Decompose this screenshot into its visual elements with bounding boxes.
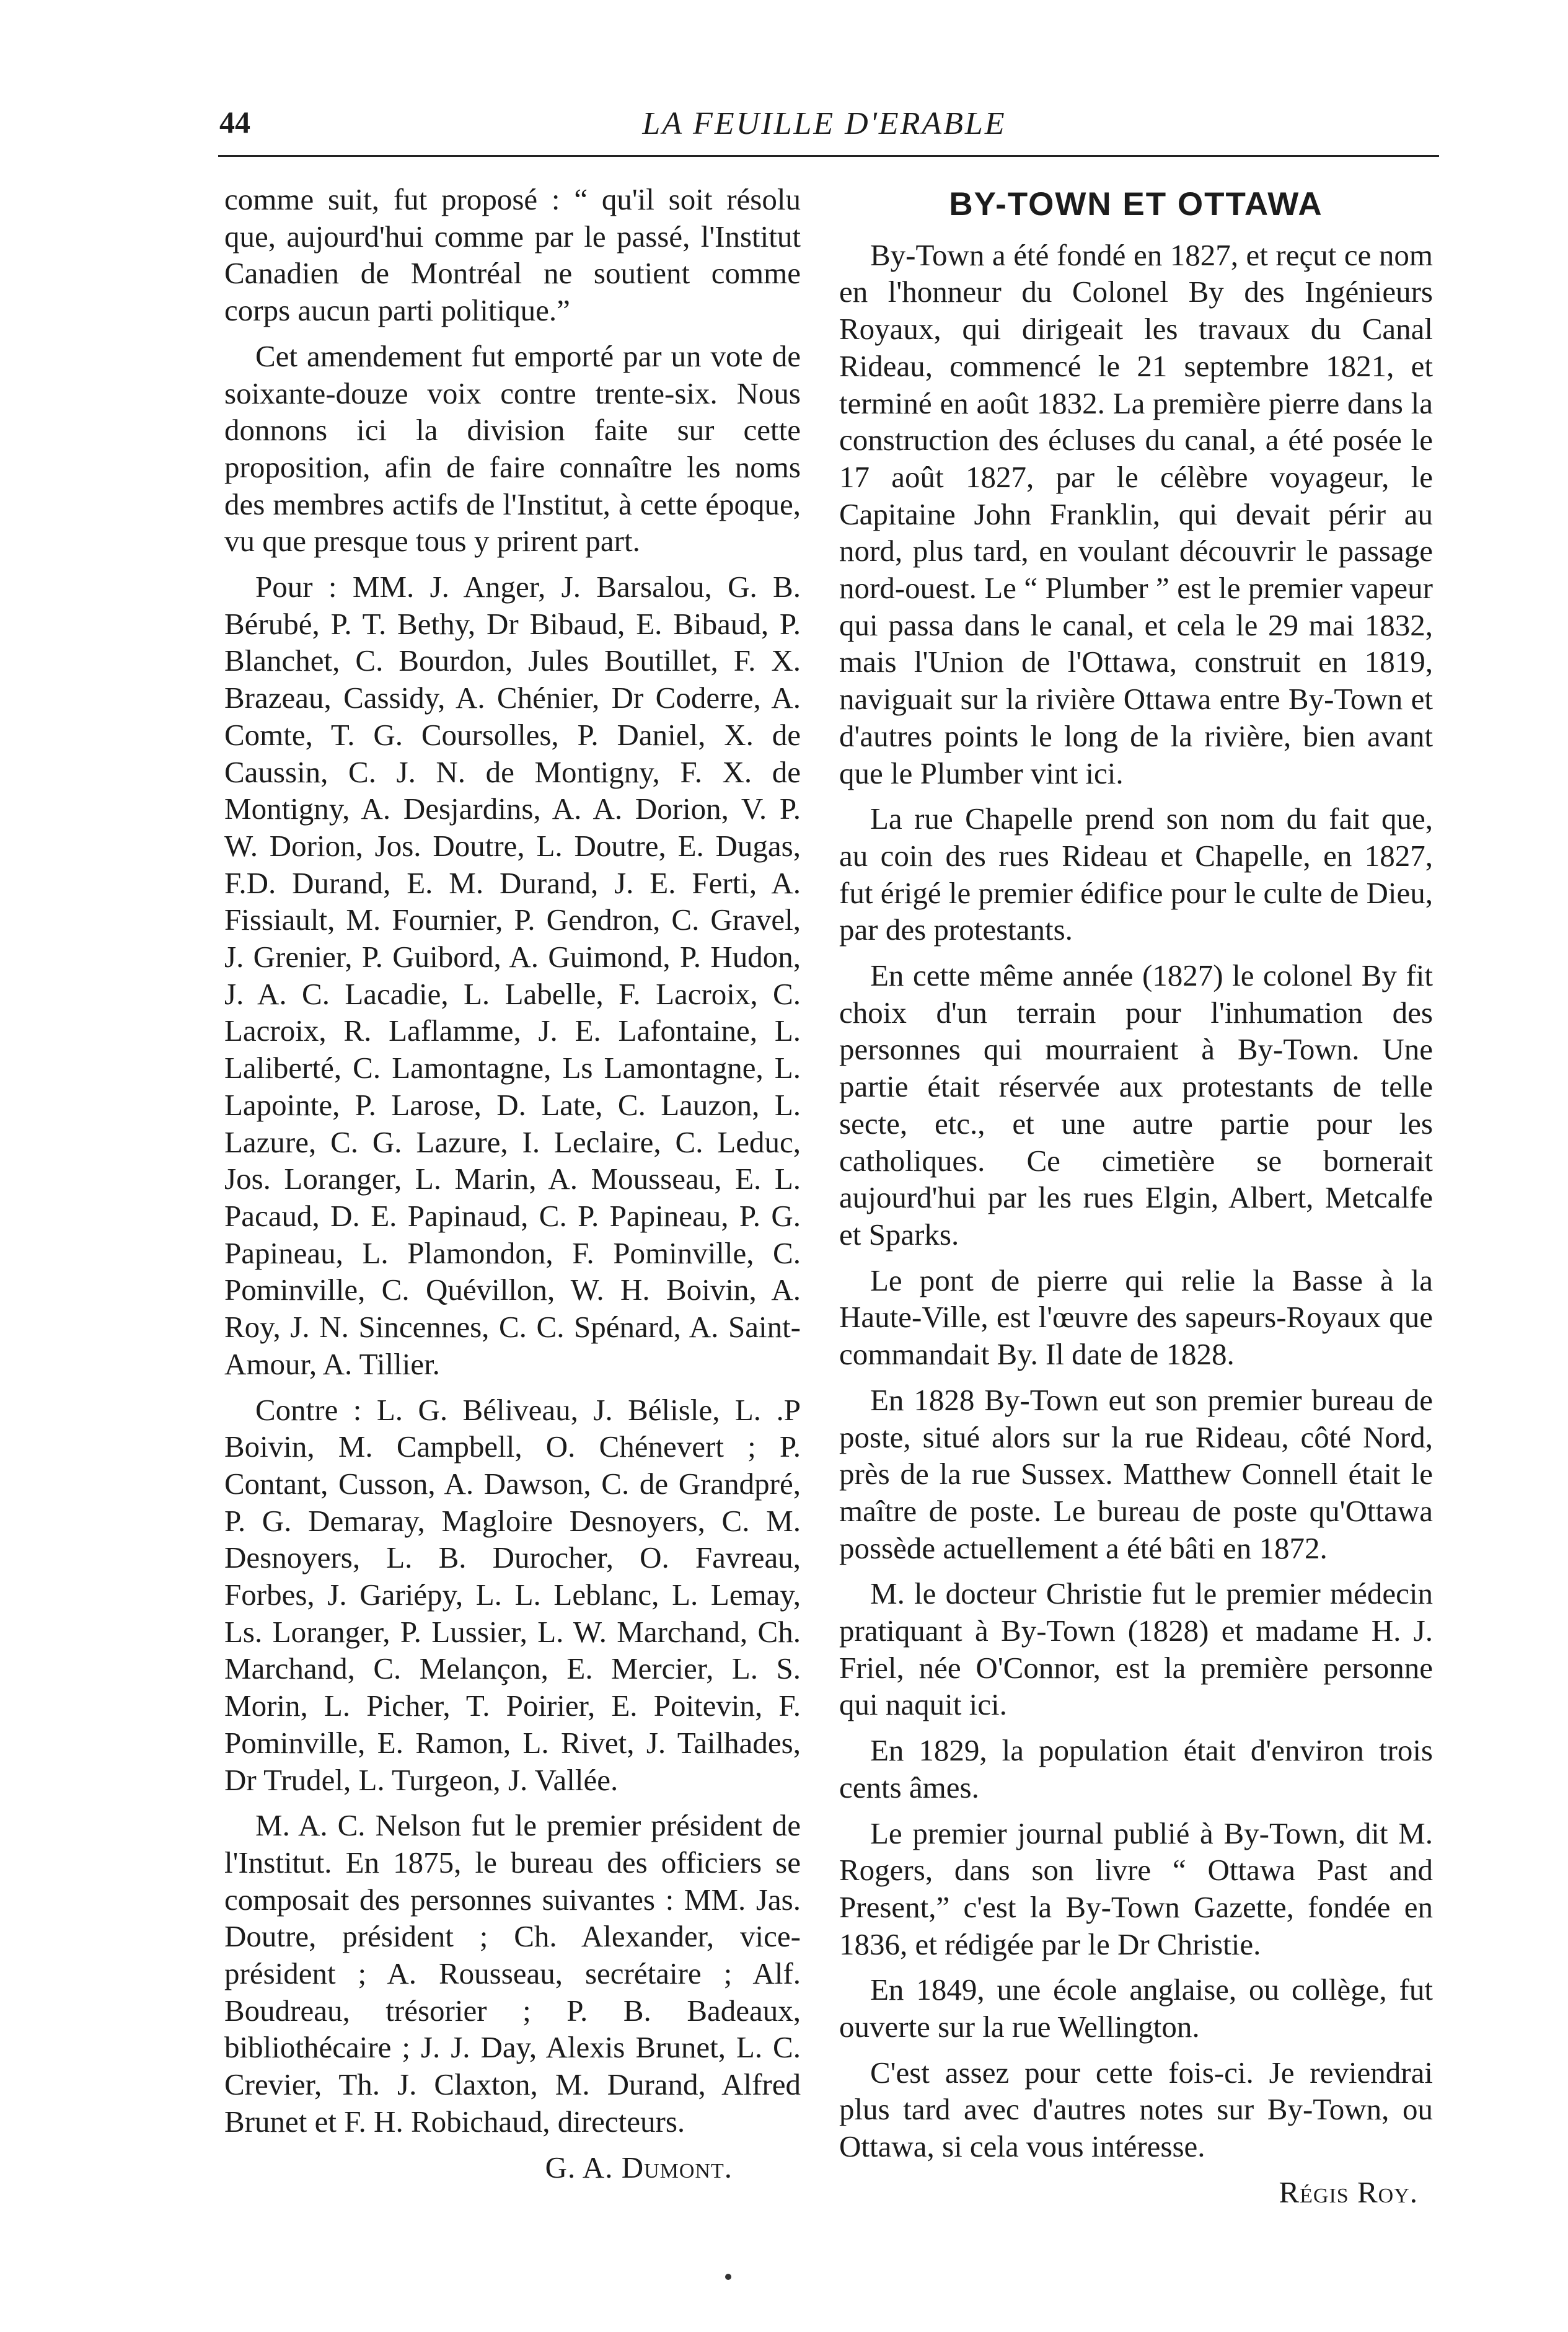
right-paragraph-3: En cette même année (1827) le colonel By fit choix d'un terrain pour l'inhumation des personnes qui mourraient à By-Town. Une partie était réservée aux protestants de telle secte, etc., et une autre partie pour les catholiques. Ce cimetière se bornerait aujourd'hui par les rues Elgin, Albert, Metcalfe et Sparks. bbox=[839, 958, 1433, 1252]
footer-dot bbox=[725, 2274, 731, 2280]
left-paragraph-1: comme suit, fut proposé : “ qu'il soit résolu que, aujourd'hui comme par le passé, l'Institut Canadien de Montréal ne soutient comme corps aucun parti politique.” bbox=[224, 182, 801, 328]
right-paragraph-8: Le premier journal publié à By-Town, dit M. Rogers, dans son livre “ Ottawa Past and Present,” c'est la By-Town Gazette, fondée en 1836, et rédigée par le Dr Christie. bbox=[839, 1816, 1433, 1961]
article-heading: BY-TOWN ET OTTAWA bbox=[949, 186, 1323, 223]
right-paragraph-4: Le pont de pierre qui relie la Basse à la Haute-Ville, est l'œuvre des sapeurs-Royaux que commandait By. Il date de 1828. bbox=[839, 1263, 1433, 1372]
running-title: LA FEUILLE D'ERABLE bbox=[642, 106, 1006, 141]
left-paragraph-pour: Pour : MM. J. Anger, J. Barsalou, G. B. Bérubé, P. T. Bethy, Dr Bibaud, E. Bibaud, P. Blanchet, C. Bourdon, Jules Boutillet, F. X. Brazeau, Cassidy, A. Chénier, Dr Coderre, A. Comte, T. G. Coursolles, P. Daniel, X. de Caussin, C. J. N. de Montigny, F. X. de Montigny, A. Desjardins, A. A. Dorion, V. P. W. Dorion, Jos. Doutre, L. Doutre, E. Dugas, F.D. Durand, E. M. Durand, J. E. Ferti, A. Fissiault, M. Fournier, P. Gendron, C. Gravel, J. Grenier, P. Guibord, A. Guimond, P. Hudon, J. A. C. Lacadie, L. Labelle, F. Lacroix, C. Lacroix, R. Laflamme, J. E. Lafontaine, L. Laliberté, C. Lamontagne, Ls Lamontagne, L. Lapointe, P. Larose, D. Late, C. Lauzon, L. Lazure, C. G. Lazure, I. Leclaire, C. Leduc, Jos. Loranger, L. Marin, A. Mousseau, E. L. Pacaud, D. E. Papinaud, C. P. Papineau, P. G. Papineau, L. Plamondon, F. Pominville, C. Pominville, C. Quévillon, W. H. Boivin, A. Roy, J. N. Sincennes, C. C. Spénard, A. Saint-Amour, A. Tillier. bbox=[224, 570, 801, 1381]
right-paragraph-1: By-Town a été fondé en 1827, et reçut ce nom en l'honneur du Colonel By des Ingénieurs Royaux, qui dirigeait les travaux du Canal Rideau, commencé le 21 septembre 1821, et terminé en août 1832. La première pierre dans la construction des écluses du canal, a été posée le 17 août 1827, par le célèbre voyageur, le Capitaine John Franklin, qui devait périr au nord, plus tard, en voulant découvrir le passage nord-ouest. Le “ Plumber ” est le premier vapeur qui passa dans le canal, et cela le 29 mai 1832, mais l'Union de l'Ottawa, construit en 1819, naviguait sur la rivière Ottawa entre By-Town et d'autres points le long de la rivière, bien avant que le Plumber vint ici. bbox=[839, 237, 1433, 790]
right-signature: Régis Roy. bbox=[1279, 2175, 1418, 2209]
right-paragraph-9: En 1849, une école anglaise, ou collège, fut ouverte sur la rue Wellington. bbox=[839, 1972, 1433, 2044]
page-number: 44 bbox=[219, 105, 250, 139]
right-paragraph-7: En 1829, la population était d'environ trois cents âmes. bbox=[839, 1733, 1433, 1804]
right-paragraph-10: C'est assez pour cette fois-ci. Je reviendrai plus tard avec d'autres notes sur By-Town, ou Ottawa, si cela vous intéresse. bbox=[839, 2055, 1433, 2164]
left-paragraph-officers: M. A. C. Nelson fut le premier président de l'Institut. En 1875, le bureau des officiers se composait des personnes suivantes : MM. Jas. Doutre, président ; Ch. Alexander, vice-président ; A. Rousseau, secrétaire ; Alf. Boudreau, trésorier ; P. B. Badeaux, bibliothécaire ; J. J. Day, Alexis Brunet, L. C. Crevier, Th. J. Claxton, M. Durand, Alfred Brunet et F. H. Robichaud, directeurs. bbox=[224, 1808, 801, 2139]
left-signature: G. A. Dumont. bbox=[545, 2150, 733, 2184]
right-paragraph-6: M. le docteur Christie fut le premier médecin pratiquant à By-Town (1828) et madame H. J. Friel, née O'Connor, est la première personne qui naquit ici. bbox=[839, 1576, 1433, 1722]
left-column bbox=[224, 181, 801, 2186]
left-paragraph-2: Cet amendement fut emporté par un vote de soixante-douze voix contre trente-six. Nous donnons ici la division faite sur cette proposition, afin de faire connaître les noms des membres actifs de l'Institut, à cette époque, vu que presque tous y prirent part. bbox=[224, 338, 801, 559]
right-paragraph-5: En 1828 By-Town eut son premier bureau de poste, situé alors sur la rue Rideau, côté Nord, près de la rue Sussex. Matthew Connell était le maître de poste. Le bureau de poste qu'Ottawa possède actuellement a été bâti en 1872. bbox=[839, 1382, 1433, 1565]
right-column bbox=[839, 181, 1433, 2211]
left-paragraph-contre: Contre : L. G. Béliveau, J. Bélisle, L. .P Boivin, M. Campbell, O. Chénevert ; P. Contant, Cusson, A. Dawson, C. de Grandpré, P. G. Demaray, Magloire Desnoyers, C. M. Desnoyers, L. B. Durocher, O. Favreau, Forbes, J. Gariépy, L. L. Leblanc, L. Lemay, Ls. Loranger, P. Lussier, L. W. Marchand, Ch. Marchand, C. Melançon, E. Mercier, L. S. Morin, L. Picher, T. Poirier, E. Poitevin, F. Pominville, E. Ramon, L. Rivet, J. Tailhades, Dr Trudel, L. Turgeon, J. Vallée. bbox=[224, 1392, 801, 1797]
right-paragraph-2: La rue Chapelle prend son nom du fait que, au coin des rues Rideau et Chapelle, en 1827, fut érigé le premier édifice pour le culte de Dieu, par des protestants. bbox=[839, 802, 1433, 947]
header-rule bbox=[218, 155, 1439, 157]
